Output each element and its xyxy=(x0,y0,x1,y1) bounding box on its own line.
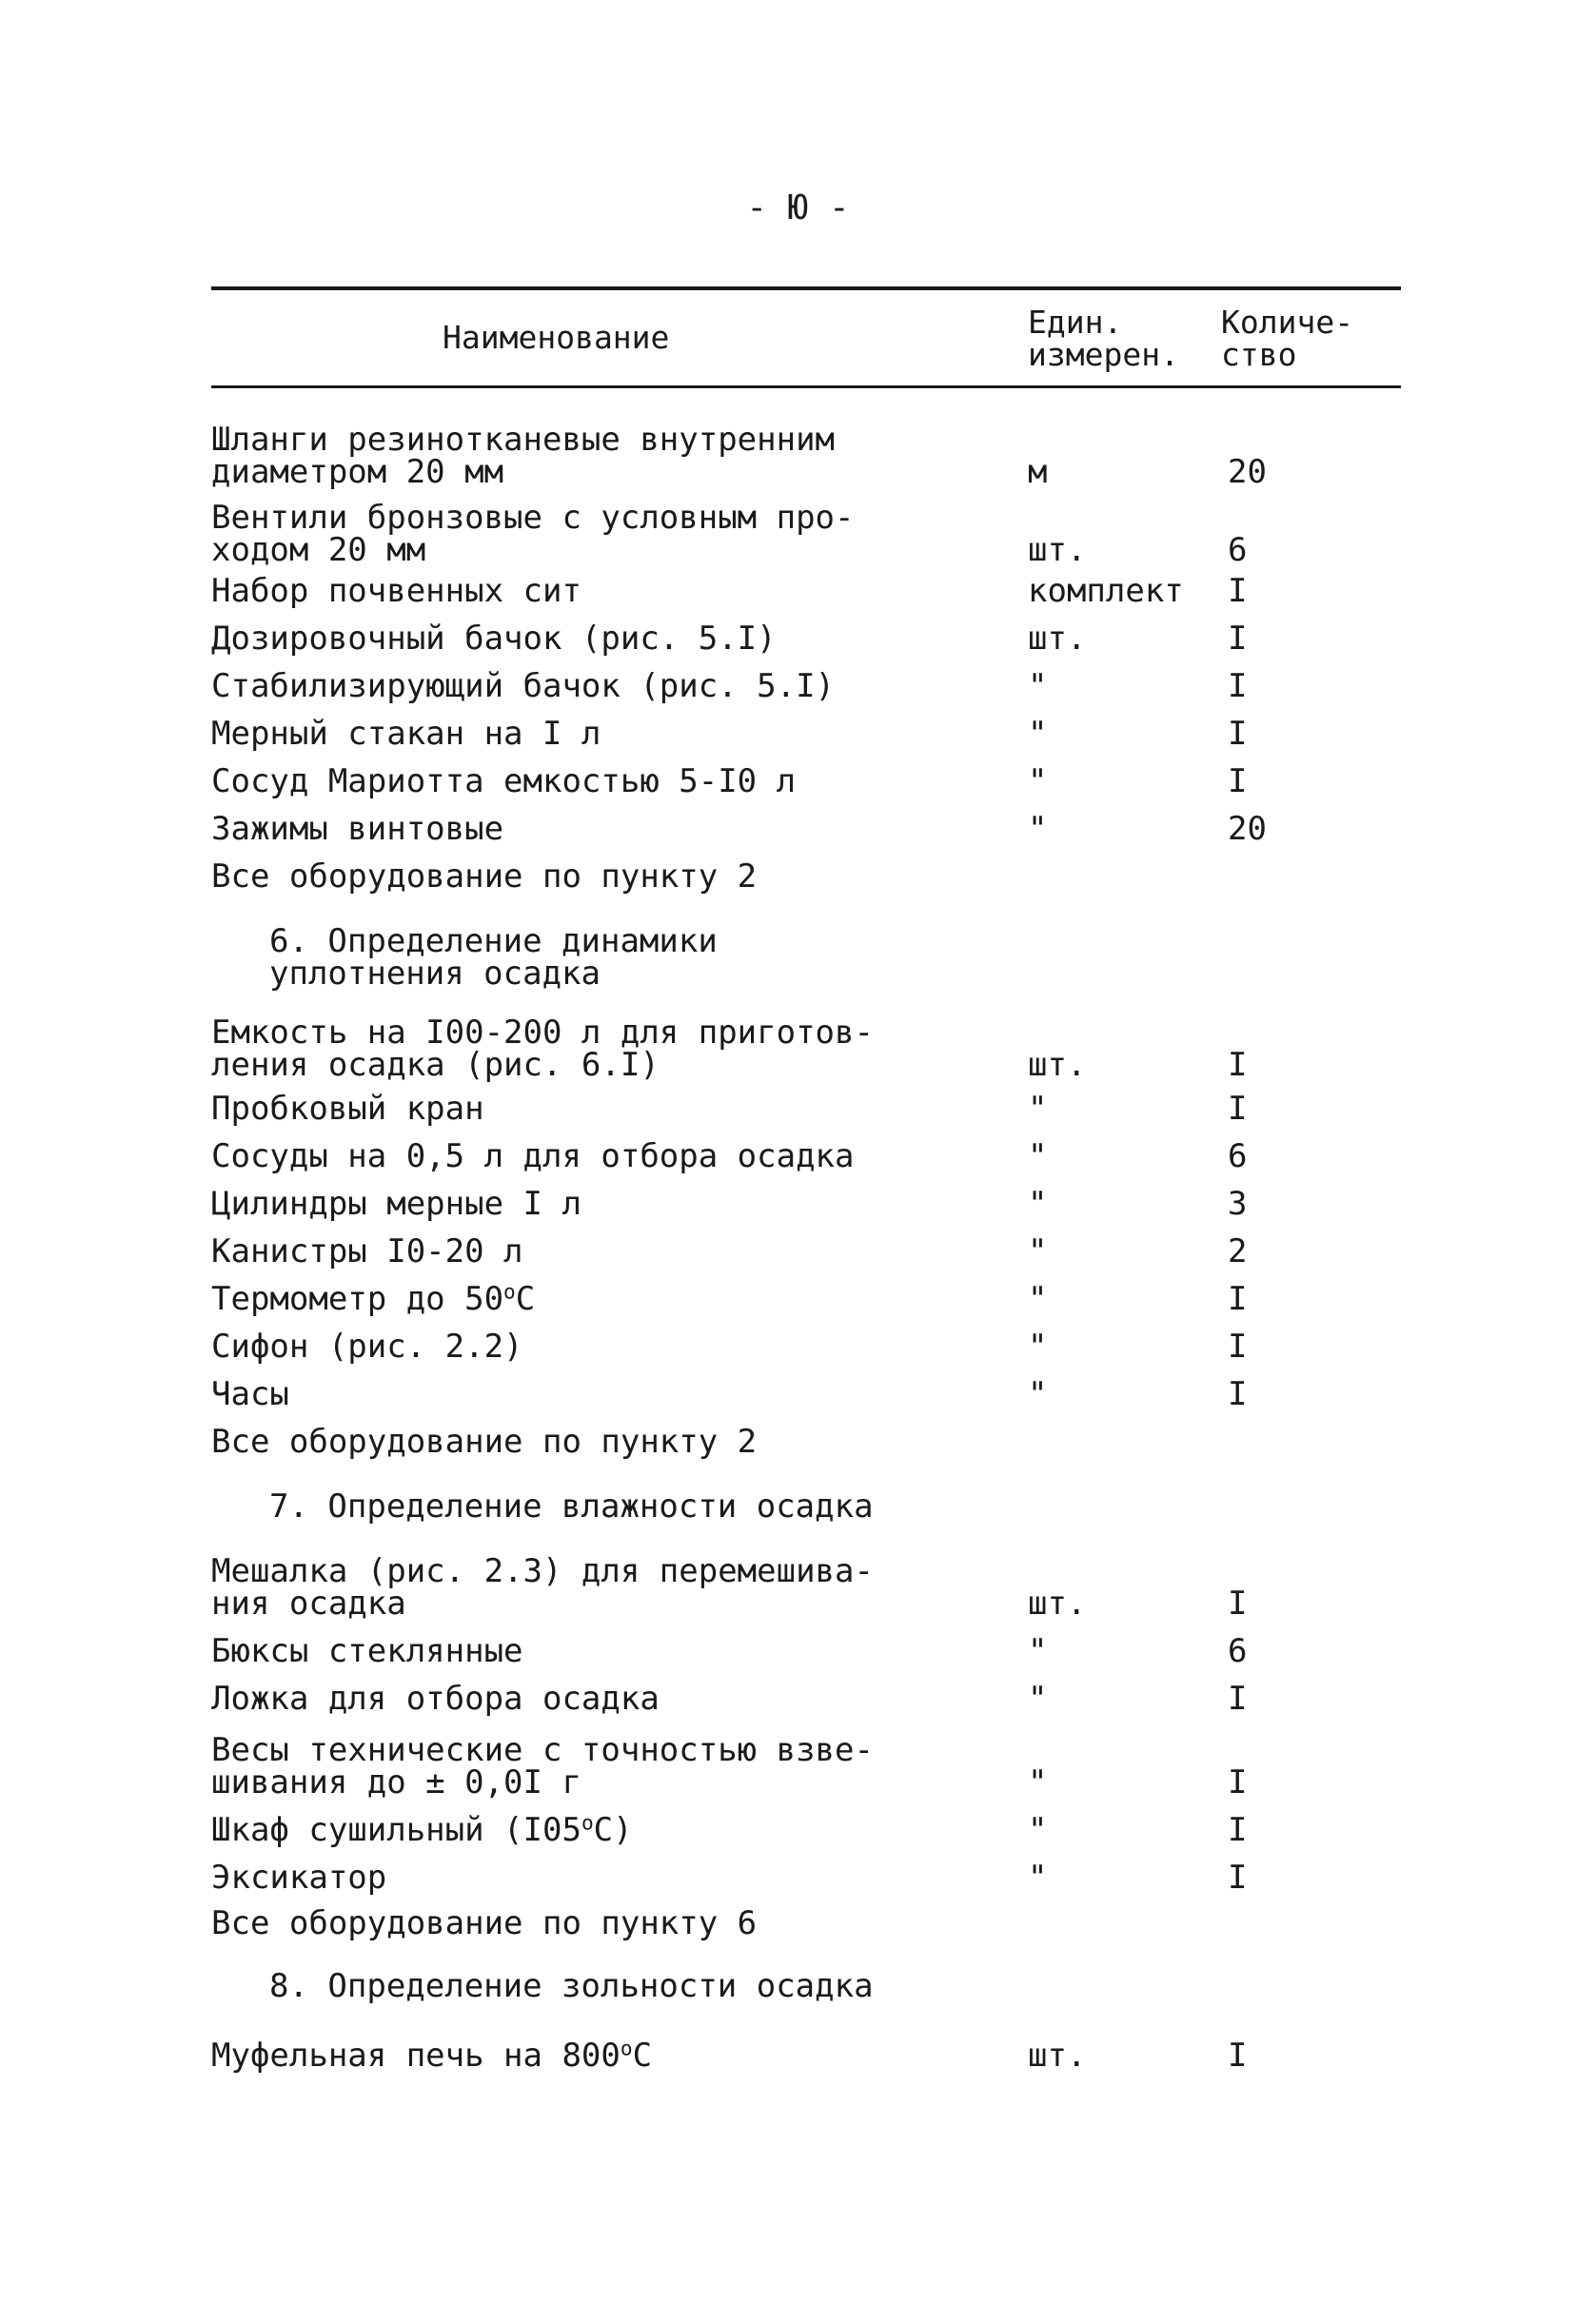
column-header-quantity: Количе- ство xyxy=(1221,304,1354,373)
column-header-name: Наименование xyxy=(443,319,670,356)
item-name xyxy=(211,1632,1030,1670)
item-unit: " xyxy=(1028,1185,1048,1223)
item-name-text: Весы технические с точностью взве- шивания до ± 0,0I г xyxy=(211,1731,874,1802)
item-name-text: Стабилизирующий бачок (рис. 5.I) xyxy=(211,667,836,705)
item-quantity: 3 xyxy=(1228,1185,1248,1223)
item-name-tail: С xyxy=(632,2037,653,2075)
item-unit: " xyxy=(1028,1763,1048,1802)
item-unit: " xyxy=(1028,1632,1048,1670)
item-name xyxy=(211,1731,1030,1802)
item-quantity: I xyxy=(1228,1090,1248,1128)
column-header-unit: Един. измерен. xyxy=(1028,304,1179,373)
item-quantity: I xyxy=(1228,1763,1248,1802)
item-name-text: Эксикатор xyxy=(211,1859,387,1897)
item-name-text: Набор почвенных сит xyxy=(211,572,581,610)
item-name xyxy=(211,1090,1030,1128)
item-name xyxy=(211,1810,1030,1849)
item-quantity: I xyxy=(1228,1811,1248,1849)
item-quantity: 2 xyxy=(1228,1232,1248,1270)
item-name xyxy=(211,1680,1030,1718)
item-unit: " xyxy=(1028,1811,1048,1849)
item-unit: " xyxy=(1028,1090,1048,1128)
item-name-text: Пробковый кран xyxy=(211,1090,484,1128)
item-quantity: I xyxy=(1228,1585,1248,1623)
item-quantity: I xyxy=(1228,1375,1248,1413)
section-heading: 7. Определение влажности осадка xyxy=(269,1487,874,1526)
degree-superscript: о xyxy=(620,2036,633,2060)
item-unit: " xyxy=(1028,1280,1048,1318)
item-unit: " xyxy=(1028,715,1048,753)
item-name xyxy=(211,715,1030,753)
item-name xyxy=(211,1904,1258,1942)
item-unit: " xyxy=(1028,667,1048,705)
item-name xyxy=(211,1859,1030,1897)
item-name-text: Зажимы винтовые xyxy=(211,810,504,848)
item-name-text: Вентили бронзовые с условным про- ходом 20 мм xyxy=(211,499,855,569)
item-name xyxy=(211,667,1030,705)
item-unit: " xyxy=(1028,1137,1048,1175)
page-number: - Ю - xyxy=(746,188,850,227)
item-name xyxy=(211,810,1030,848)
item-name xyxy=(211,762,1030,800)
item-name-text: Все оборудование по пункту 2 xyxy=(211,1423,758,1461)
item-quantity: I xyxy=(1228,1328,1248,1366)
item-name-text: Термометр до 50 xyxy=(211,1280,504,1318)
item-quantity: I xyxy=(1228,2037,1248,2075)
item-unit: м xyxy=(1028,453,1048,491)
item-name-text: Цилиндры мерные I л xyxy=(211,1185,581,1223)
item-name xyxy=(211,1232,1030,1270)
item-quantity: 20 xyxy=(1228,810,1267,848)
item-unit: " xyxy=(1028,1375,1048,1413)
item-name-text: Сифон (рис. 2.2) xyxy=(211,1328,523,1366)
item-quantity: 6 xyxy=(1228,531,1248,569)
item-name xyxy=(211,857,1258,896)
item-name-text: Бюксы стеклянные xyxy=(211,1632,523,1670)
item-unit: шт. xyxy=(1028,2037,1087,2075)
item-name-text: Шланги резинотканевые внутренним диаметром 20 мм xyxy=(211,421,836,491)
item-quantity: I xyxy=(1228,762,1248,800)
item-quantity: I xyxy=(1228,1680,1248,1718)
item-name-text: Ложка для отбора осадка xyxy=(211,1680,660,1718)
item-name-text: Сосуды на 0,5 л для отбора осадка xyxy=(211,1137,855,1175)
item-name xyxy=(211,1185,1030,1223)
item-name xyxy=(211,572,1030,610)
item-name xyxy=(211,421,1030,491)
item-quantity: I xyxy=(1228,1046,1248,1084)
item-unit: " xyxy=(1028,1680,1048,1718)
item-quantity: I xyxy=(1228,1280,1248,1318)
degree-superscript: о xyxy=(581,1810,594,1835)
item-name-text: Мешалка (рис. 2.3) для перемешива- ния осадка xyxy=(211,1552,874,1623)
item-name-tail: С) xyxy=(593,1811,633,1849)
item-unit: " xyxy=(1028,762,1048,800)
item-quantity: 6 xyxy=(1228,1632,1248,1670)
item-name xyxy=(211,1375,1030,1413)
item-name-text: Муфельная печь на 800 xyxy=(211,2037,621,2075)
item-unit: шт. xyxy=(1028,1585,1087,1623)
item-unit: комплект xyxy=(1028,572,1184,610)
item-quantity: 6 xyxy=(1228,1137,1248,1175)
section-heading: 8. Определение зольности осадка xyxy=(269,1967,874,2005)
item-name xyxy=(211,1137,1030,1175)
item-name xyxy=(211,1014,1030,1084)
item-quantity: I xyxy=(1228,667,1248,705)
item-quantity: 20 xyxy=(1228,453,1267,491)
item-name-text: Шкаф сушильный (I05 xyxy=(211,1811,581,1849)
item-unit: " xyxy=(1028,1859,1048,1897)
item-unit: шт. xyxy=(1028,620,1087,658)
item-name-text: Канистры I0-20 л xyxy=(211,1232,523,1270)
item-name-text: Емкость на I00-200 л для приготов- ления осадка (рис. 6.I) xyxy=(211,1014,874,1084)
item-name xyxy=(211,2036,1030,2075)
item-quantity: I xyxy=(1228,715,1248,753)
item-name xyxy=(211,1279,1030,1318)
item-name xyxy=(211,1552,1030,1623)
item-name xyxy=(211,620,1030,658)
item-name-text: Дозировочный бачок (рис. 5.I) xyxy=(211,620,777,658)
item-name-text: Мерный стакан на I л xyxy=(211,715,601,753)
item-name-tail: С xyxy=(515,1280,536,1318)
item-unit: шт. xyxy=(1028,531,1087,569)
item-quantity: I xyxy=(1228,1859,1248,1897)
item-name xyxy=(211,499,1030,569)
item-unit: шт. xyxy=(1028,1046,1087,1084)
item-name xyxy=(211,1328,1030,1366)
item-unit: " xyxy=(1028,1328,1048,1366)
item-unit: " xyxy=(1028,1232,1048,1270)
section-heading: 6. Определение динамики уплотнения осадка xyxy=(269,922,718,993)
item-name-text: Все оборудование по пункту 2 xyxy=(211,857,758,896)
item-quantity: I xyxy=(1228,620,1248,658)
item-name xyxy=(211,1423,1258,1461)
item-name-text: Сосуд Мариотта емкостью 5-I0 л xyxy=(211,762,797,800)
degree-superscript: о xyxy=(503,1279,516,1304)
item-unit: " xyxy=(1028,810,1048,848)
item-name-text: Часы xyxy=(211,1375,289,1413)
item-name-text: Все оборудование по пункту 6 xyxy=(211,1904,758,1942)
item-quantity: I xyxy=(1228,572,1248,610)
